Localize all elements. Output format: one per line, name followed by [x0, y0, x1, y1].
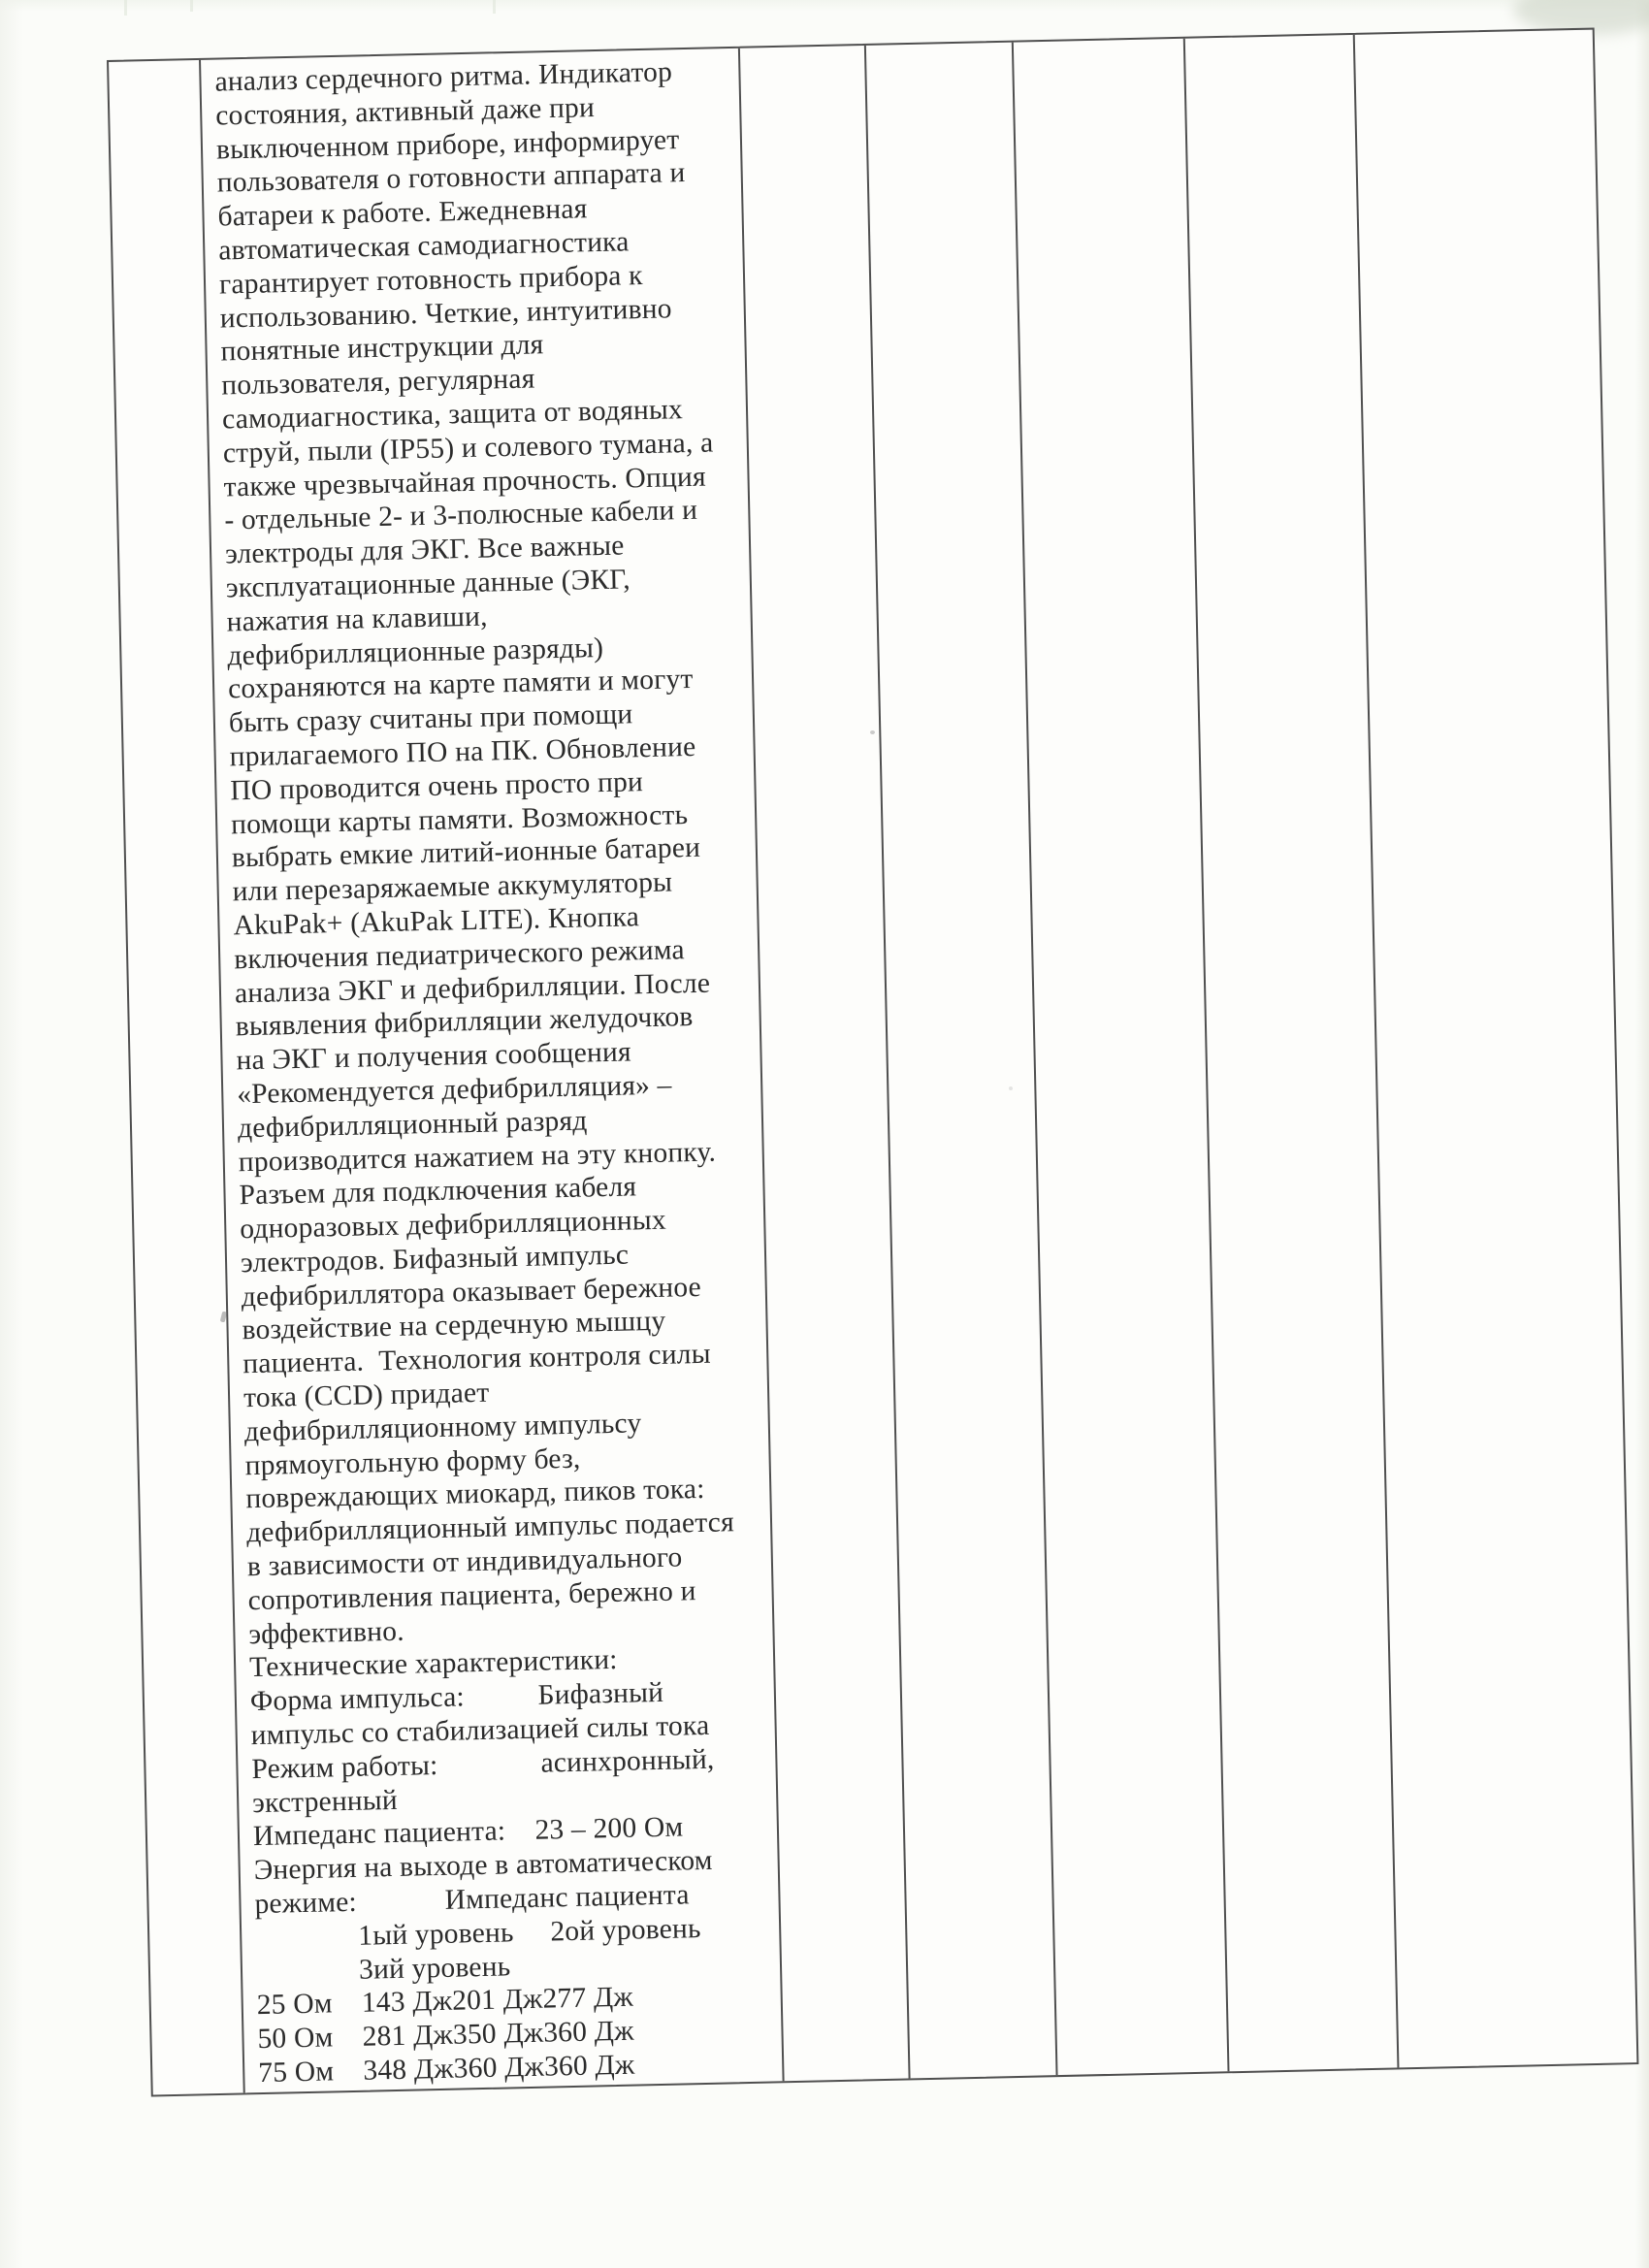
description-cell	[201, 49, 785, 2093]
text-line: Режим работы: асинхронный,	[251, 1743, 715, 1785]
scan-streak	[124, 0, 127, 16]
text-line: электроды для ЭКГ. Все важные	[224, 530, 625, 570]
text-line: пользователя о готовности аппарата и	[216, 157, 686, 199]
text-line: быть сразу считаны при помощи	[228, 698, 633, 739]
text-line: дефибриллятора оказывает бережное	[241, 1271, 702, 1312]
text-line: тока (CCD) придает	[242, 1377, 490, 1414]
text-line: Энергия на выходе в автоматическом	[253, 1845, 713, 1887]
text-line: 75 Ом 348 Дж360 Дж360 Дж	[257, 2049, 635, 2090]
text-line: анализ сердечного ритма. Индикатор	[214, 56, 673, 98]
scan-speck	[1009, 1086, 1013, 1090]
text-line: воздействие на сердечную мышцу	[242, 1306, 666, 1346]
text-line: выключенном приборе, информирует	[215, 123, 680, 166]
scan-speck	[870, 730, 875, 734]
text-line: понятные инструкции для	[220, 329, 544, 368]
text-line: дефибрилляционный разряд	[237, 1105, 588, 1145]
text-line: Форма импульса: Бифазный	[249, 1677, 664, 1718]
text-line: импульс со стабилизацией силы тока	[250, 1709, 710, 1752]
text-line: в зависимости от индивидуального	[246, 1541, 683, 1583]
text-line: анализа ЭКГ и дефибрилляции. После	[234, 967, 711, 1009]
scan-edge-shade-left	[0, 0, 23, 2268]
text-line: сопротивления пациента, бережно и	[247, 1574, 696, 1617]
text-line: пациента. Технология контроля силы	[242, 1339, 712, 1380]
text-line: 25 Ом 143 Дж201 Дж277 Дж	[256, 1982, 634, 2022]
text-line: выбрать емкие литий-ионные батареи	[231, 832, 701, 874]
text-line: прилагаемого ПО на ПК. Обновление	[229, 730, 696, 773]
text-line: выявления фибрилляции желудочков	[235, 1001, 694, 1043]
text-line: батареи к работе. Ежедневная	[217, 193, 588, 233]
text-line: автоматическая самодиагностика	[217, 226, 630, 267]
text-line: 3ий уровень	[255, 1951, 511, 1988]
text-line: Импеданс пациента: 23 – 200 Ом	[252, 1811, 684, 1853]
scan-streak	[493, 0, 496, 14]
text-line: «Рекомендуется дефибрилляция» –	[236, 1069, 672, 1111]
text-line: пользователя, регулярная	[221, 363, 535, 402]
text-line: AkuPak+ (AkuPak LITE). Кнопка	[233, 901, 640, 942]
text-line: на ЭКГ и получения сообщения	[236, 1036, 632, 1077]
text-line: электродов. Бифазный импульс	[240, 1239, 630, 1280]
text-line: 50 Ом 281 Дж350 Дж360 Дж	[257, 2015, 634, 2056]
text-line: дефибрилляционные разряды)	[227, 632, 604, 671]
scan-edge-shade-right	[1635, 0, 1649, 2268]
text-line: гарантирует готовность прибора к	[218, 259, 643, 301]
text-line: эксплуатационные данные (ЭКГ,	[225, 564, 631, 604]
text-line: - отдельные 2- и 3-полюсные кабели и	[224, 495, 698, 536]
text-line: экстренный	[251, 1784, 399, 1819]
text-line: Разъем для подключения кабеля	[239, 1171, 637, 1212]
text-line: Технические характеристики:	[248, 1644, 618, 1684]
text-line: дефибрилляционный импульс подается	[245, 1507, 735, 1549]
scan-edge-shade-top	[0, 0, 1649, 12]
text-line: дефибрилляционному импульсу	[243, 1408, 642, 1448]
text-line: режиме: Импеданс пациента	[254, 1879, 690, 1921]
text-line: струй, пыли (IP55) и солевого тумана, а	[222, 427, 714, 470]
text-line: прямоугольную форму без,	[244, 1442, 581, 1481]
specification-table	[107, 28, 1638, 2097]
text-line: ПО проводится очень просто при	[230, 765, 644, 807]
text-line: повреждающих миокард, пиков тока:	[245, 1474, 705, 1515]
text-line: одноразовых дефибрилляционных	[239, 1204, 667, 1246]
text-line: 1ый уровень 2ой уровень	[254, 1912, 701, 1954]
text-line: эффективно.	[248, 1615, 405, 1650]
scan-streak	[190, 0, 193, 12]
text-line: производится нажатием на эту кнопку.	[238, 1136, 717, 1178]
text-line: самодиагностика, защита от водяных	[221, 394, 684, 436]
text-line: использованию. Четкие, интуитивно	[219, 292, 672, 335]
text-line: нажатия на клавиши,	[226, 600, 488, 638]
text-line: сохраняются на карте памяти и могут	[227, 664, 694, 705]
empty-cell-5	[1355, 30, 1637, 2068]
text-line: включения педиатрического режима	[233, 933, 686, 976]
text-line: также чрезвычайная прочность. Опция	[223, 461, 707, 503]
text-line: помощи карты памяти. Возможность	[230, 798, 689, 840]
text-line: состояния, активный даже при	[214, 91, 596, 132]
text-line: или перезаряжаемые аккумуляторы	[232, 866, 673, 908]
